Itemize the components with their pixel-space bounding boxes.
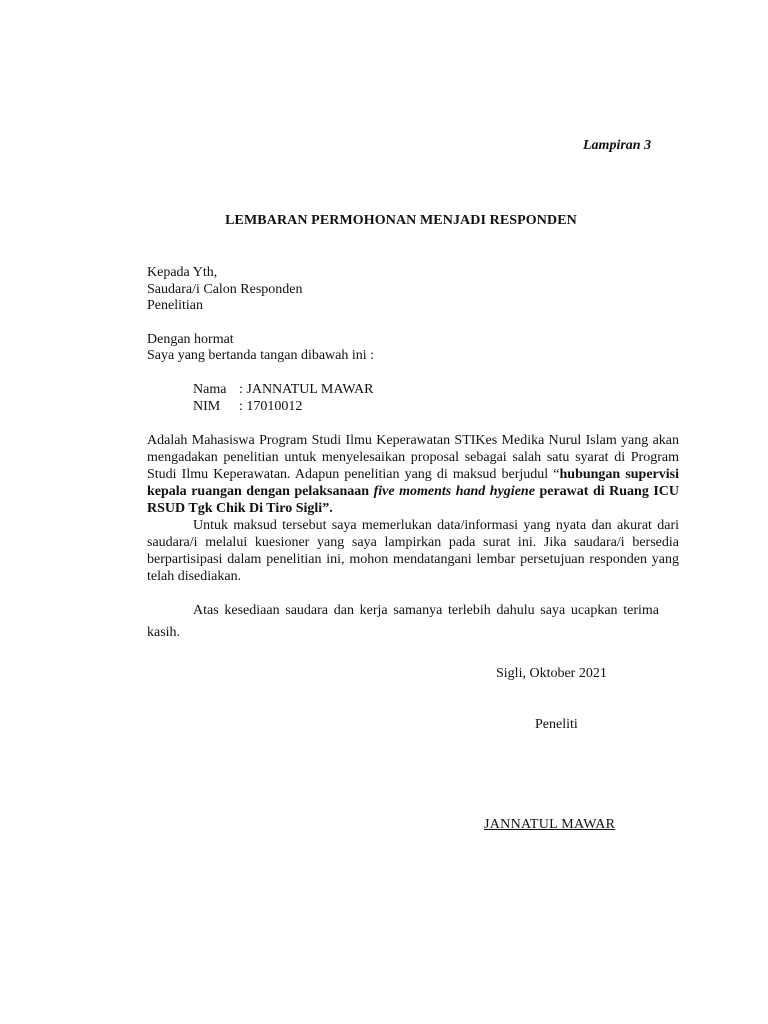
research-title-part-2: perawat di Ruang ICU RSUD Tgk Chik Di Tiro Sigli”.	[147, 484, 679, 516]
paragraph-2: Untuk maksud tersebut saya memerlukan data/informasi yang nyata dan akurat dari saudara/i melalui kuesioner yang saya lampirkan pada surat ini. Jika saudara/i bersedia berpartisipasi dalam penelitian ini, mohon mendatangani lembar persetujuan responden yang telah disediakan.	[147, 518, 679, 584]
name-value: : JANNATUL MAWAR	[239, 382, 374, 397]
place-date: Sigli, Oktober 2021	[496, 666, 607, 681]
research-title-italic: five moments hand hygiene	[373, 484, 535, 499]
document-title: LEMBARAN PERMOHONAN MENJADI RESPONDEN	[225, 213, 577, 228]
signature-name: JANNATUL MAWAR	[484, 817, 616, 832]
addressee-line-3: Penelitian	[147, 298, 203, 313]
name-row	[193, 382, 373, 398]
intro-line: Saya yang bertanda tangan dibawah ini :	[147, 348, 375, 363]
body-paragraphs	[147, 432, 679, 585]
addressee-line-1: Kepada Yth,	[147, 265, 218, 280]
nim-label: NIM	[193, 399, 221, 414]
research-title-part-1: hubungan supervisi kepala ruangan dengan pelaksanaan	[147, 467, 679, 499]
addressee-line-2: Saudara/i Calon Responden	[147, 282, 303, 297]
greeting: Dengan hormat	[147, 332, 234, 347]
nim-row	[193, 399, 302, 415]
name-label: Nama	[193, 382, 227, 397]
paragraph-1-text: Adalah Mahasiswa Program Studi Ilmu Keperawatan STIKes Medika Nurul Islam yang akan mengadakan penelitian untuk menyelesaikan proposal sebagai salah satu syarat di Program Studi Ilmu Keperawatan. Adapun penelitian yang di maksud berjudul “	[147, 433, 679, 482]
paragraph-3: Atas kesediaan saudara dan kerja samanya terlebih dahulu saya ucapkan terima kasih.	[147, 603, 659, 640]
nim-value: : 17010012	[239, 399, 303, 414]
attachment-label: Lampiran 3	[583, 138, 652, 153]
closing-paragraph-block	[147, 600, 659, 644]
paragraph-1	[147, 432, 679, 517]
signer-role: Peneliti	[535, 717, 578, 732]
